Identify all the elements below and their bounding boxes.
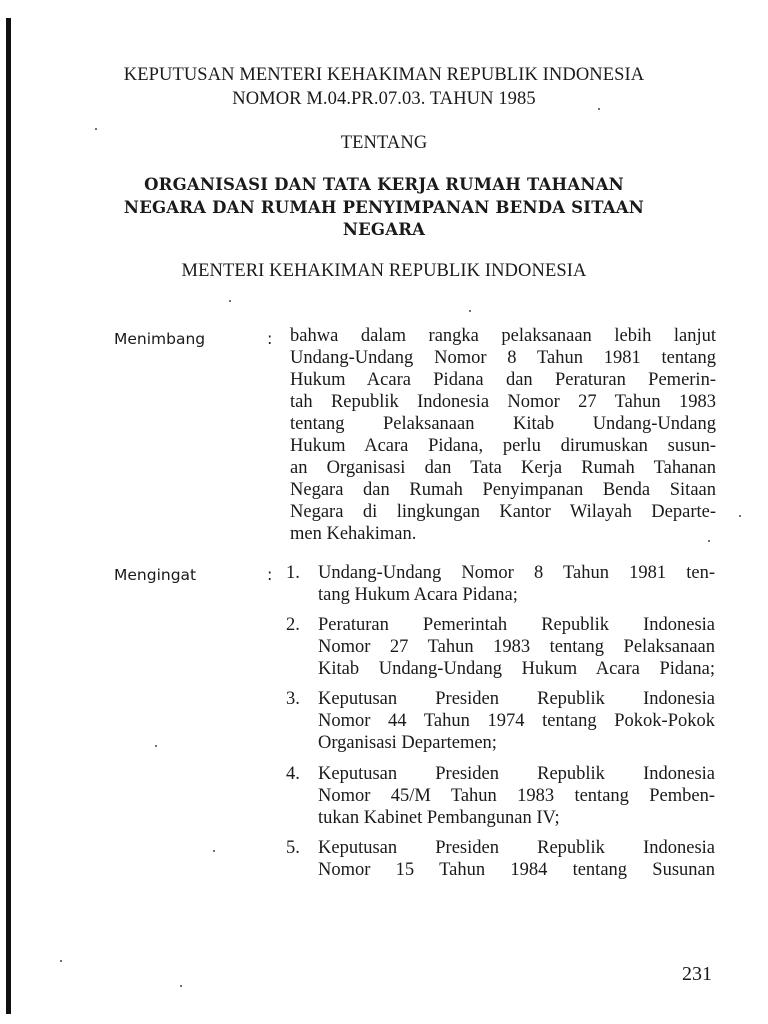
mengingat-item-line: Keputusan Presiden Republik Indonesia <box>318 689 715 709</box>
mengingat-item-number: 2. <box>286 615 300 635</box>
menimbang-line: bahwa dalam rangka pelaksanaan lebih lanjut <box>290 326 716 346</box>
menimbang-line: tah Republik Indonesia Nomor 27 Tahun 1983 <box>290 392 716 412</box>
scan-speck <box>469 310 471 312</box>
mengingat-item-line: Organisasi Departemen; <box>318 733 497 753</box>
mengingat-item-number: 5. <box>286 838 300 858</box>
mengingat-item-line: Keputusan Presiden Republik Indonesia <box>318 838 715 858</box>
mengingat-item-line: tukan Kabinet Pembangunan IV; <box>318 808 560 828</box>
page-binding-edge <box>6 18 11 1014</box>
scan-speck <box>739 515 741 517</box>
decree-title-line-1: KEPUTUSAN MENTERI KEHAKIMAN REPUBLIK INDONESIA <box>123 65 645 85</box>
menimbang-line: an Organisasi dan Tata Kerja Rumah Tahanan <box>290 458 716 478</box>
mengingat-colon: : <box>267 565 273 584</box>
mengingat-item-line: Nomor 15 Tahun 1984 tentang Susunan <box>318 860 715 880</box>
mengingat-item-line: tang Hukum Acara Pidana; <box>318 585 518 605</box>
mengingat-item-number: 1. <box>286 563 300 583</box>
mengingat-label: Mengingat <box>114 566 197 584</box>
menimbang-line: Hukum Acara Pidana dan Peraturan Pemerin- <box>290 370 716 390</box>
subject-title-line-1: ORGANISASI DAN TATA KERJA RUMAH TAHANAN <box>144 175 624 194</box>
scan-speck <box>95 128 97 130</box>
scan-speck <box>180 985 182 987</box>
subject-title-line-3: NEGARA <box>342 220 426 239</box>
mengingat-item-line: Nomor 45/M Tahun 1983 tentang Pemben- <box>318 786 715 806</box>
menimbang-line: Hukum Acara Pidana, perlu dirumuskan susun- <box>290 436 716 456</box>
menimbang-line: Negara dan Rumah Penyimpanan Benda Sitaan <box>290 480 716 500</box>
menimbang-label: Menimbang <box>114 330 206 348</box>
mengingat-item-line: Kitab Undang-Undang Hukum Acara Pidana; <box>318 659 715 679</box>
mengingat-item-number: 4. <box>286 764 300 784</box>
mengingat-item-line: Nomor 27 Tahun 1983 tentang Pelaksanaan <box>318 637 715 657</box>
subject-title-line-2: NEGARA DAN RUMAH PENYIMPANAN BENDA SITAAN <box>123 198 645 217</box>
menimbang-line: men Kehakiman. <box>290 524 417 544</box>
page-number: 231 <box>682 963 712 985</box>
tentang-heading: TENTANG <box>340 133 428 153</box>
scan-speck <box>60 960 62 962</box>
menimbang-line: tentang Pelaksanaan Kitab Undang-Undang <box>290 414 716 434</box>
mengingat-item-line: Undang-Undang Nomor 8 Tahun 1981 ten- <box>318 563 715 583</box>
scan-speck <box>155 745 157 747</box>
decree-number: NOMOR M.04.PR.07.03. TAHUN 1985 <box>232 89 536 109</box>
scan-speck <box>229 300 231 302</box>
mengingat-item-line: Peraturan Pemerintah Republik Indonesia <box>318 615 715 635</box>
menimbang-colon: : <box>267 329 273 348</box>
mengingat-item-number: 3. <box>286 689 300 709</box>
scan-speck <box>213 850 215 852</box>
mengingat-item-line: Keputusan Presiden Republik Indonesia <box>318 764 715 784</box>
menimbang-line: Undang-Undang Nomor 8 Tahun 1981 tentang <box>290 348 716 368</box>
mengingat-item-line: Nomor 44 Tahun 1974 tentang Pokok-Pokok <box>318 711 715 731</box>
issuer-heading: MENTERI KEHAKIMAN REPUBLIK INDONESIA <box>181 261 587 281</box>
menimbang-line: Negara di lingkungan Kantor Wilayah Departe- <box>290 502 716 522</box>
